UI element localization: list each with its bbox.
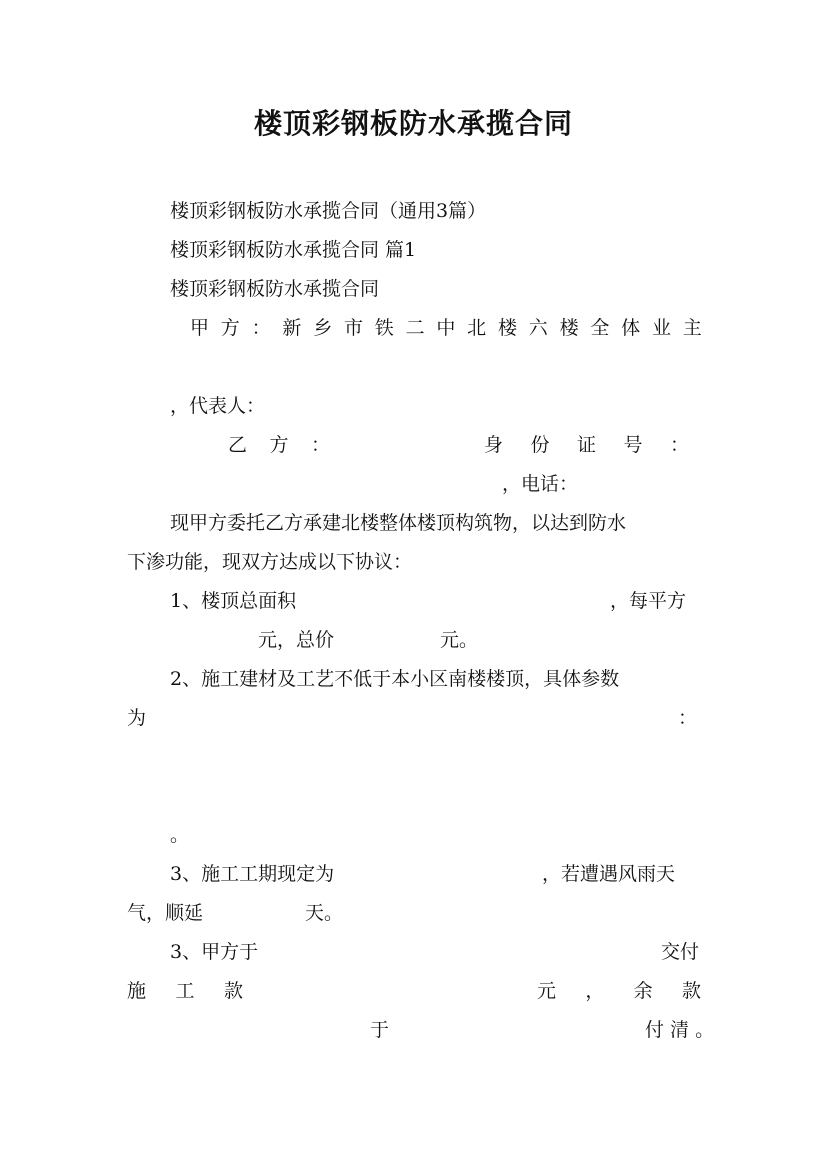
text-char: 二 — [405, 317, 425, 339]
text-char: 楼 — [559, 317, 579, 339]
item-1-unit-price: 元，总价 — [258, 629, 335, 651]
text-char: 市 — [343, 317, 363, 339]
text-char: 北 — [467, 317, 487, 339]
text-char: ： — [669, 434, 689, 456]
text-char: 乙 — [228, 434, 248, 456]
text-char: 元 — [537, 980, 557, 1002]
representative-line: ，代表人： — [170, 395, 266, 417]
item-3-extension: 气，顺延 — [127, 902, 204, 924]
intro-line: 楼顶彩钢板防水承揽合同（通用3篇） — [170, 200, 487, 222]
party-a-line — [190, 316, 702, 340]
text-char: 款 — [681, 980, 701, 1002]
text-char: ： — [310, 434, 330, 456]
text-char: 中 — [436, 317, 456, 339]
item-1-label: 1、楼顶总面积 — [170, 590, 297, 612]
text-char: 份 — [530, 434, 550, 456]
text-char: 方 — [220, 317, 240, 339]
text-char: 全 — [590, 317, 610, 339]
item-2-end: 。 — [170, 824, 190, 846]
intro-line: 楼顶彩钢板防水承揽合同 — [170, 278, 380, 300]
text-char: 六 — [528, 317, 548, 339]
text-char: 款 — [223, 980, 243, 1002]
party-b-label — [228, 433, 330, 457]
text-char: 方 — [269, 434, 289, 456]
text-char: 乡 — [313, 317, 333, 339]
item-4-label: 3、甲方于 — [170, 941, 259, 963]
phone-label: ，电话： — [502, 473, 579, 495]
text-char: 业 — [651, 317, 671, 339]
text-char: 施 — [127, 980, 147, 1002]
text-char: 余 — [633, 980, 653, 1002]
item-4-settled: 付 清 。 — [645, 1019, 715, 1041]
item-3-days: 天。 — [305, 902, 344, 924]
text-char: 工 — [175, 980, 195, 1002]
text-char: 身 — [484, 434, 504, 456]
item-4-right: 交付 — [661, 941, 700, 963]
text-char: 铁 — [374, 317, 394, 339]
document-title: 楼顶彩钢板防水承揽合同 — [253, 107, 573, 140]
item-2-line: 2、施工建材及工艺不低于本小区南楼楼顶，具体参数 — [170, 668, 620, 690]
text-char: 甲 — [190, 317, 210, 339]
text-char: 号 — [623, 434, 643, 456]
text-char: 楼 — [497, 317, 517, 339]
item-3-label: 3、施工工期现定为 — [170, 863, 335, 885]
text-char: 新 — [282, 317, 302, 339]
construction-payment-label — [127, 979, 243, 1003]
item-2-right: ： — [678, 707, 698, 729]
text-char: ： — [251, 317, 271, 339]
text-char: 证 — [576, 434, 596, 456]
text-char: 体 — [621, 317, 641, 339]
text-char: 主 — [682, 317, 702, 339]
intro-line: 楼顶彩钢板防水承揽合同 篇1 — [170, 239, 417, 261]
text-char: ， — [585, 980, 605, 1002]
item-1-right: ，每平方 — [610, 590, 687, 612]
item-2-left: 为 — [127, 707, 147, 729]
item-1-total: 元。 — [440, 629, 479, 651]
item-3-right: ，若遭遇风雨天 — [542, 863, 676, 885]
paragraph-line: 下渗功能，现双方达成以下协议： — [127, 551, 413, 573]
balance-label — [537, 979, 701, 1003]
id-number-label — [484, 433, 689, 457]
item-4-at: 于 — [370, 1019, 390, 1041]
paragraph-line: 现甲方委托乙方承建北楼整体楼顶构筑物，以达到防水 — [170, 512, 627, 534]
